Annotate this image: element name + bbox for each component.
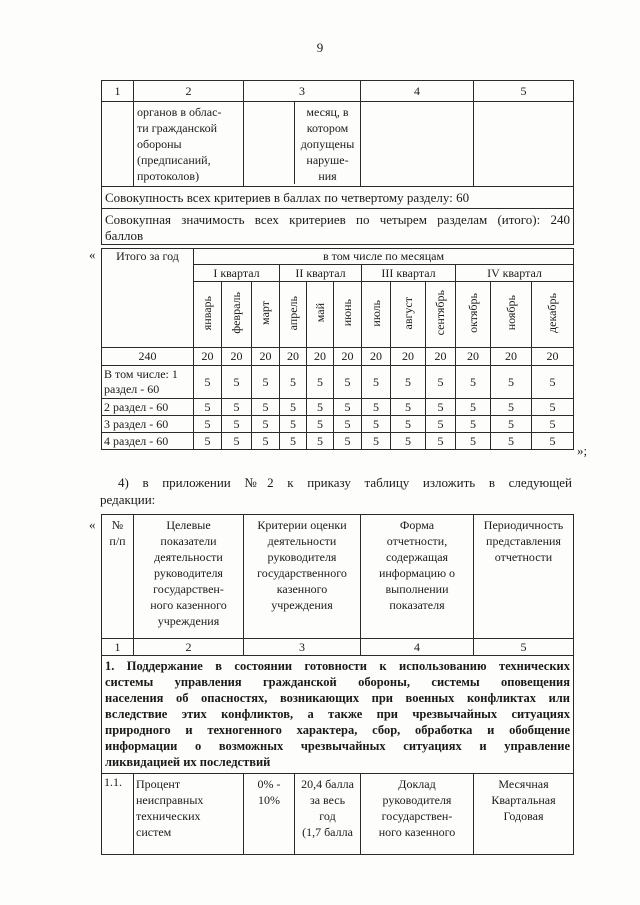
section-title-line: вследствие этих конфликтов, а также при чрезвычайных ситуациях	[105, 707, 570, 721]
section4-sum-row: Совокупность всех критериев в баллах по четвертому разделу: 60	[102, 187, 574, 209]
table-row	[102, 348, 574, 366]
continued-row	[102, 102, 574, 187]
amendment-paragraph	[100, 474, 572, 508]
value-cell: 5	[426, 416, 456, 433]
quote-open-mark: «	[89, 517, 96, 532]
value-cell: 5	[280, 399, 307, 416]
value-cell: 5	[362, 399, 391, 416]
header-line: Периодичность	[483, 518, 564, 532]
cell-line: (1,7 балла	[302, 825, 353, 839]
value-cell: 5	[334, 416, 362, 433]
value-cell: 5	[362, 366, 391, 399]
col-number: 4	[361, 639, 474, 656]
value-cell: 5	[426, 366, 456, 399]
cell-line: (предписаний,	[137, 153, 211, 167]
month-label: май	[312, 303, 327, 323]
indicator-header	[134, 515, 244, 639]
cell-line: технических	[136, 809, 201, 823]
value-cell: 5	[280, 366, 307, 399]
report-form-header	[361, 515, 474, 639]
header-row	[102, 515, 574, 639]
month-header	[362, 282, 391, 348]
value-cell: 5	[532, 399, 574, 416]
value-cell: 20	[194, 348, 222, 366]
value-cell: 5	[456, 416, 491, 433]
value-cell: 5	[532, 366, 574, 399]
col-number: 5	[474, 81, 574, 102]
total-line: баллов	[105, 228, 144, 243]
header-line: государственного	[257, 566, 347, 580]
value-cell: 5	[307, 433, 334, 450]
section-title-line: системы управления гражданской обороны, системы оповещения	[105, 675, 570, 689]
paragraph-line: редакции:	[100, 492, 156, 507]
cell-line: месяц, в	[306, 105, 349, 119]
value-cell: 5	[252, 433, 280, 450]
table-row	[102, 433, 574, 450]
value-cell: 5	[222, 416, 252, 433]
value-cell: 5	[426, 399, 456, 416]
header-line: деятельности	[154, 550, 223, 564]
cell-line: систем	[136, 825, 172, 839]
table-row	[102, 366, 574, 399]
column-number-row	[102, 81, 574, 102]
value-cell: 20	[307, 348, 334, 366]
cell-line: неисправных	[136, 793, 204, 807]
cell-line: органов в облас-	[137, 105, 222, 119]
total-line: Совокупная значимость всех критериев по четырем разделам (итого): 240	[105, 212, 570, 227]
column-number-row	[102, 639, 574, 656]
value-cell: 20	[426, 348, 456, 366]
month-header	[307, 282, 334, 348]
quarter-header: IV квартал	[456, 265, 574, 282]
monthly-distribution-table	[101, 248, 574, 450]
appendix-2-table	[101, 514, 574, 855]
section-title-line: информации о возможных чрезвычайных ситуациях и управление	[105, 739, 570, 753]
criteria-table-continued	[101, 80, 574, 245]
criteria-cell	[244, 102, 361, 187]
header-line: п/п	[109, 534, 126, 548]
value-cell: 5	[252, 366, 280, 399]
value-cell: 5	[532, 416, 574, 433]
value-cell: 5	[194, 399, 222, 416]
cell-line: Процент	[136, 777, 181, 791]
col-number: 1	[102, 639, 134, 656]
value-cell: 5	[491, 366, 532, 399]
section-title-line: природного и техногенного характера, сбор, обработка и обобщение	[105, 723, 570, 737]
cell-line: 20,4 балла	[301, 777, 354, 791]
month-header	[222, 282, 252, 348]
header-line: казенного	[276, 582, 328, 596]
value-cell: 5	[362, 433, 391, 450]
header-line: отчетности	[494, 550, 553, 564]
month-header	[491, 282, 532, 348]
month-label: декабрь	[545, 293, 560, 333]
periodicity-cell	[474, 774, 574, 855]
total-significance-row	[102, 209, 574, 245]
header-line: Критерии оценки	[257, 518, 347, 532]
month-label: январь	[200, 295, 214, 331]
value-cell: 5	[334, 399, 362, 416]
value-cell: 5	[426, 433, 456, 450]
value-cell: 5	[334, 366, 362, 399]
month-label: ноябрь	[503, 295, 518, 331]
month-header	[456, 282, 491, 348]
cell-line: Годовая	[503, 809, 544, 823]
cell-line: протоколов)	[137, 169, 200, 183]
value-cell: 5	[222, 399, 252, 416]
value-cell: 20	[334, 348, 362, 366]
quarter-header: II квартал	[280, 265, 362, 282]
value-cell: 5	[307, 399, 334, 416]
report-form-cell	[361, 774, 474, 855]
value-cell: 5	[252, 399, 280, 416]
value-cell: 5	[532, 433, 574, 450]
value-cell: 5	[456, 399, 491, 416]
header-line: информацию о	[378, 566, 456, 580]
page-number: 9	[316, 40, 324, 55]
value-cell: 5	[280, 416, 307, 433]
table-row	[102, 399, 574, 416]
header-line: ного казенного	[150, 598, 227, 612]
month-header	[391, 282, 426, 348]
value-cell: 5	[391, 416, 426, 433]
header-line: отчетности,	[386, 534, 448, 548]
empty-cell	[474, 102, 574, 187]
number-header	[102, 515, 134, 639]
value-cell: 20	[252, 348, 280, 366]
month-label: август	[400, 296, 415, 330]
row-label: 2 раздел - 60	[102, 399, 194, 416]
value-cell: 5	[391, 366, 426, 399]
section-title-line: ликвидацией их последствий	[105, 755, 271, 769]
cell-line: наруше-	[306, 153, 349, 167]
header-line: показатели	[160, 534, 217, 548]
header-line: учреждения	[157, 614, 220, 628]
header-line: руководителя	[154, 566, 223, 580]
indicator-cell	[134, 774, 244, 855]
value-cell: 5	[307, 416, 334, 433]
value-cell: 20	[222, 348, 252, 366]
periodicity-header	[474, 515, 574, 639]
cell-line: государствен-	[381, 809, 453, 823]
criteria-cell	[244, 774, 361, 855]
month-label: июнь	[340, 299, 354, 327]
quote-close-mark: »;	[577, 443, 588, 458]
value-cell: 5	[391, 399, 426, 416]
cell-line: котором	[306, 121, 349, 135]
value-cell: 5	[391, 433, 426, 450]
row-label: 240	[102, 348, 194, 366]
header-line: Целевые	[166, 518, 211, 532]
value-cell: 5	[222, 366, 252, 399]
months-header: в том числе по месяцам	[194, 249, 574, 265]
value-cell: 5	[491, 416, 532, 433]
value-cell: 5	[456, 433, 491, 450]
table-row	[102, 416, 574, 433]
month-header	[194, 282, 222, 348]
value-cell: 5	[194, 366, 222, 399]
empty-cell	[361, 102, 474, 187]
year-total-header	[102, 249, 194, 348]
value-cell: 5	[194, 416, 222, 433]
month-label: октябрь	[465, 293, 480, 333]
cell-line: допущены	[300, 137, 355, 151]
header-line: показателя	[389, 598, 445, 612]
header-line: представления	[486, 534, 561, 548]
month-header	[532, 282, 574, 348]
cell-line: Квартальная	[491, 793, 556, 807]
table-row	[102, 774, 574, 855]
header-line: учреждения	[271, 598, 333, 612]
cell-line: ного казенного	[378, 825, 456, 839]
value-cell: 5	[362, 416, 391, 433]
value-cell: 20	[362, 348, 391, 366]
month-label: февраль	[229, 292, 243, 334]
header-line: №	[111, 518, 124, 532]
cell-line: за весь	[309, 793, 346, 807]
col-number: 2	[134, 81, 244, 102]
header-line: Форма	[399, 518, 435, 532]
row-label: 3 раздел - 60	[102, 416, 194, 433]
cell-line: обороны	[137, 137, 182, 151]
value-cell: 5	[491, 399, 532, 416]
cell-line: 0% -	[257, 777, 281, 791]
row-label: В том числе: 1 раздел - 60	[102, 366, 194, 399]
criteria-header	[244, 515, 361, 639]
cell-line: Месячная	[498, 777, 549, 791]
month-header	[426, 282, 456, 348]
cell-line: Доклад	[398, 777, 436, 791]
value-cell: 20	[456, 348, 491, 366]
value-cell: 5	[307, 366, 334, 399]
header-line: государствен-	[153, 582, 224, 596]
header-line: деятельности	[267, 534, 337, 548]
col-number: 3	[244, 81, 361, 102]
quote-open-mark: «	[89, 247, 96, 262]
cell-line: ти гражданской	[137, 121, 218, 135]
indicator-cell	[134, 102, 244, 187]
month-header	[334, 282, 362, 348]
row-number: 1.1.	[102, 774, 134, 855]
empty-cell	[102, 102, 134, 187]
header-line: руководителя	[267, 550, 337, 564]
header-line: содержащая	[385, 550, 449, 564]
value-cell: 20	[391, 348, 426, 366]
month-label: июль	[368, 299, 383, 327]
value-cell: 5	[194, 433, 222, 450]
value-cell: 5	[456, 366, 491, 399]
month-label: март	[258, 301, 272, 325]
quarter-header: I квартал	[194, 265, 280, 282]
value-cell: 5	[222, 433, 252, 450]
paragraph-line: 4) в приложении №2 к приказу таблицу изложить в следующей	[118, 475, 572, 490]
month-label: сентябрь	[433, 290, 447, 336]
value-cell: 20	[491, 348, 532, 366]
col-number: 4	[361, 81, 474, 102]
value-cell: 20	[280, 348, 307, 366]
cell-line: 10%	[258, 793, 280, 807]
value-cell: 5	[334, 433, 362, 450]
col-number: 5	[474, 639, 574, 656]
cell-line: год	[319, 809, 336, 823]
month-label: апрель	[285, 295, 300, 331]
cell-line: руководителя	[382, 793, 452, 807]
section-1-title	[102, 656, 574, 774]
section-title-line: 1. Поддержание в состоянии готовности к использованию технических	[105, 659, 570, 673]
value-cell: 5	[252, 416, 280, 433]
row-label: 4 раздел - 60	[102, 433, 194, 450]
month-header	[280, 282, 307, 348]
value-cell: 5	[280, 433, 307, 450]
header-line: выполнении	[385, 582, 449, 596]
col-number: 3	[244, 639, 361, 656]
value-cell: 20	[532, 348, 574, 366]
col-number: 1	[102, 81, 134, 102]
col-number: 2	[134, 639, 244, 656]
year-total-label: Итого за год	[116, 249, 179, 263]
quarter-header: III квартал	[362, 265, 456, 282]
month-header	[252, 282, 280, 348]
value-cell: 5	[491, 433, 532, 450]
section-title-line: населения об опасностях, возникающих при военных конфликтах или	[105, 691, 570, 705]
cell-line: ния	[318, 169, 337, 183]
